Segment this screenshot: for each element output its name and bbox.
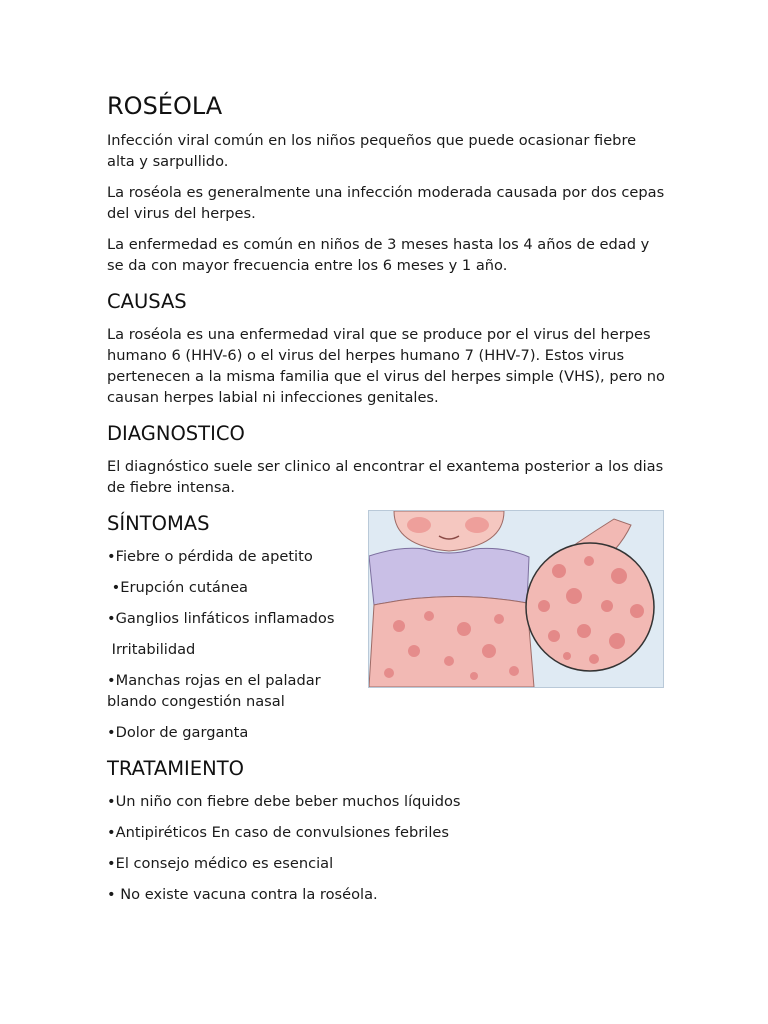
sintoma-item: •Ganglios linfáticos inflamados <box>107 610 335 627</box>
sintoma-item: •Erupción cutánea <box>107 579 248 596</box>
sintoma-item: Irritabilidad <box>107 641 196 658</box>
diagnostico-heading: DIAGNOSTICO <box>107 422 245 445</box>
rash-illustration-svg <box>369 511 663 687</box>
causas-text: La roséola es una enfermedad viral que se produce por el virus del herpes humano 6 (HHV-6) o el virus del herpes humano 7 (HHV-7). Estos virus pertenecen a la misma familia que el virus del herpes simple (VHS), pero no causan herpes labial ni infecciones genitales. <box>107 326 665 406</box>
sintomas-heading: SÍNTOMAS <box>107 512 210 535</box>
sintomas-section <box>107 510 667 743</box>
intro-paragraph-3: La enfermedad es común en niños de 3 meses hasta los 4 años de edad y se da con mayor frecuencia entre los 6 meses y 1 año. <box>107 236 650 274</box>
sintoma-item: •Dolor de garganta <box>107 724 249 741</box>
document-page <box>107 90 667 915</box>
tratamiento-item: •Un niño con fiebre debe beber muchos líquidos <box>107 793 461 810</box>
causas-heading: CAUSAS <box>107 290 187 313</box>
roseola-rash-illustration <box>368 510 664 688</box>
intro-paragraph-1: Infección viral común en los niños pequeños que puede ocasionar fiebre alta y sarpullido. <box>107 132 637 170</box>
sintoma-item: •Manchas rojas en el paladar blando congestión nasal <box>107 672 321 710</box>
intro-paragraph-2: La roséola es generalmente una infección moderada causada por dos cepas del virus del herpes. <box>107 184 665 222</box>
tratamiento-item: • No existe vacuna contra la roséola. <box>107 886 378 903</box>
diagnostico-text: El diagnóstico suele ser clinico al encontrar el exantema posterior a los dias de fiebre intensa. <box>107 458 664 496</box>
sintoma-item: •Fiebre o pérdida de apetito <box>107 548 313 565</box>
page-title: ROSÉOLA <box>107 92 223 120</box>
tratamiento-item: •El consejo médico es esencial <box>107 855 334 872</box>
tratamiento-item: •Antipiréticos En caso de convulsiones febriles <box>107 824 449 841</box>
tratamiento-heading: TRATAMIENTO <box>107 757 244 780</box>
